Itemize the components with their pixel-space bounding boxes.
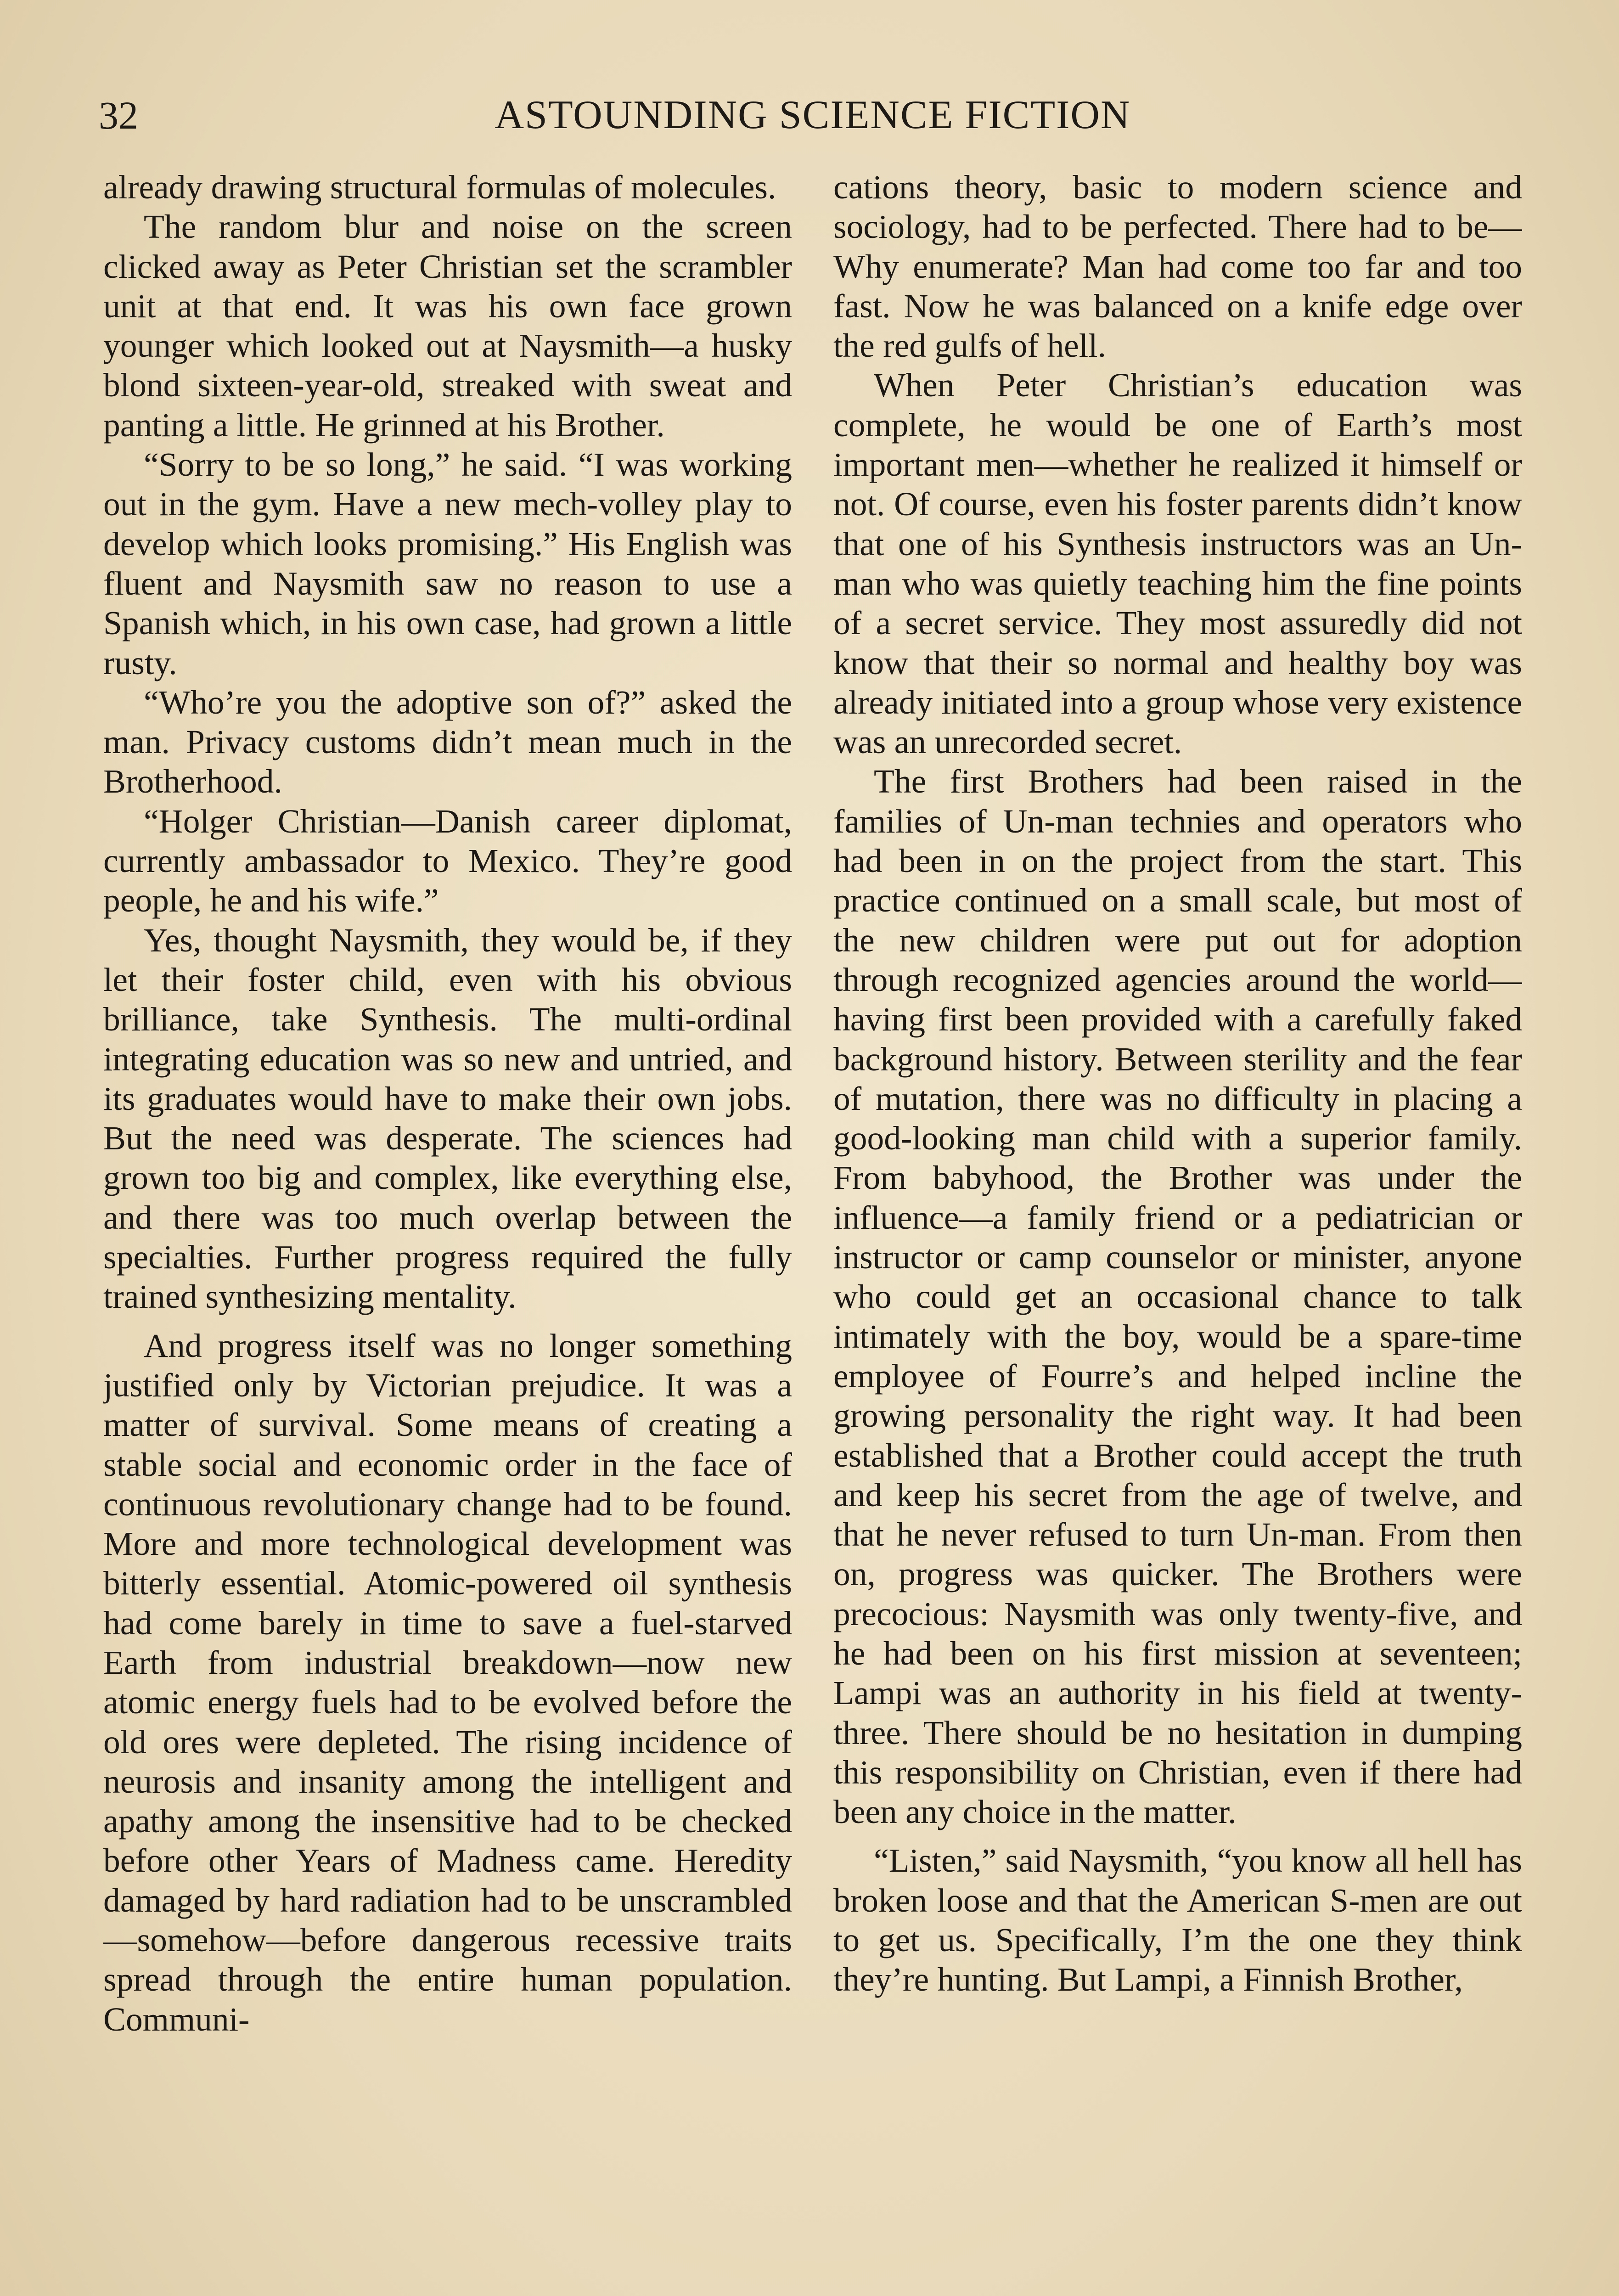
- page-header: [99, 90, 1527, 141]
- running-head: ASTOUNDING SCIENCE FICTION: [495, 93, 1131, 137]
- left-column: [103, 168, 792, 2296]
- paragraph: already drawing structural formulas of molecules.: [103, 169, 776, 206]
- paragraph: “Sorry to be so long,” he said. “I was working out in the gym. Have a new mech-volley play to develop which looks promising.” His English was fluent and Naysmith saw no reason to use a Spanish which, in his own case, had grown a little rusty.: [103, 446, 792, 681]
- paragraph: “Listen,” said Naysmith, “you know all hell has broken loose and that the American S-men are out to get us. Specifically, I’m the one they think they’re hunting. But Lampi, a Finnish Brother,: [833, 1842, 1522, 1998]
- right-column: [833, 168, 1522, 2296]
- paragraph: Yes, thought Naysmith, they would be, if they let their foster child, even with his obvious brilliance, take Synthesis. The multi-ordinal integrating education was so new and untried, and its graduates would have to make their own jobs. But the need was desperate. The sciences had grown too big and complex, like everything else, and there was too much overlap between the specialties. Further progress required the fully trained synthesizing mentality.: [103, 921, 792, 1316]
- paragraph: “Who’re you the adoptive son of?” asked the man. Privacy customs didn’t mean much in the Brotherhood.: [103, 683, 792, 800]
- paragraph: The random blur and noise on the screen clicked away as Peter Christian set the scrambler unit at that end. It was his own face grown younger which looked out at Naysmith—a husky blond sixteen-year-old, streaked with sweat and panting a little. He grinned at his Brother.: [103, 208, 792, 444]
- paragraph: When Peter Christian’s education was complete, he would be one of Earth’s most important men—whether he realized it himself or not. Of course, even his foster parents didn’t know that one of his Synthesis instructors was an Un-man who was quietly teaching him the fine points of a secret service. They most assuredly did not know that their so normal and healthy boy was already initiated into a group whose very existence was an unrecorded secret.: [833, 366, 1522, 761]
- page-number: 32: [99, 93, 138, 137]
- paragraph: cations theory, basic to modern science and sociology, had to be perfected. There had to be— Why enumerate? Man had come too far and too fast. Now he was balanced on a knife edge over the red gulfs of hell.: [833, 169, 1522, 365]
- paragraph: And progress itself was no longer something justified only by Victorian prejudice. It was a matter of survival. Some means of creating a stable social and economic order in the face of continuous revolutionary change had to be found. More and more technological development was bitterly essential. Atomic-powered oil synthesis had come barely in time to save a fuel-starved Earth from industrial breakdown—now new atomic energy fuels had to be evolved before the old ores were depleted. The rising incidence of neurosis and insanity among the intelligent and apathy among the insensitive had to be checked before other Years of Madness came. Heredity damaged by hard radiation had to be unscrambled—somehow—before dangerous recessive traits spread through the entire human population. Communi-: [103, 1327, 792, 2038]
- paragraph: The first Brothers had been raised in the families of Un-man technies and operators who had been in on the project from the start. This practice continued on a small scale, but most of the new children were put out for adoption through recognized agencies around the world—having first been provided with a carefully faked background history. Between sterility and the fear of mutation, there was no difficulty in placing a good-looking man child with a superior family. From babyhood, the Brother was under the influence—a family friend or a pediatrician or instructor or camp counselor or minister, anyone who could get an occasional chance to talk intimately with the boy, would be a spare-time employee of Fourre’s and helped incline the growing personality the right way. It had been established that a Brother could accept the truth and keep his secret from the age of twelve, and that he never refused to turn Un-man. From then on, progress was quicker. The Brothers were precocious: Naysmith was only twenty-five, and he had been on his first mission at seventeen; Lampi was an authority in his field at twenty-three. There should be no hesitation in dumping this responsibility on Christian, even if there had been any choice in the matter.: [833, 763, 1522, 1831]
- paragraph: “Holger Christian—Danish career diplomat, currently ambassador to Mexico. They’re good people, he and his wife.”: [103, 802, 792, 919]
